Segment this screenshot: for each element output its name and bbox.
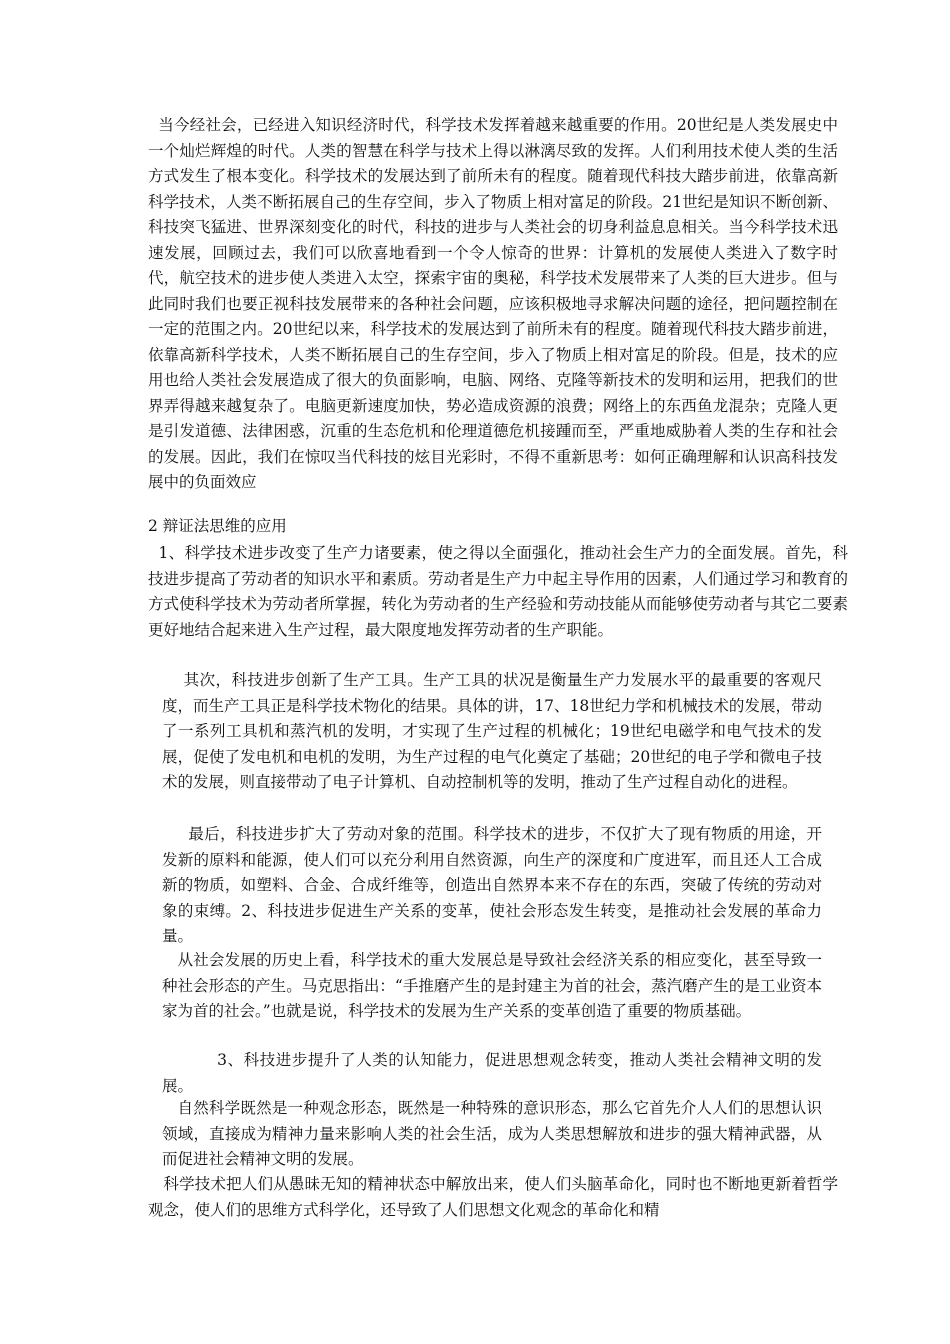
paragraph-natural-science: 自然科学既然是一种观念形态，既然是一种特殊的意识形态，那么它首先介人人们的思想认识领域，直接成为精神力量来影响人类的社会生活，成为人类思想解放和进步的强大精神武器，从而促进社会精神文明的发展。	[162, 1099, 822, 1168]
paragraph-productivity-elements: 1、科学技术进步改变了生产力诸要素，使之得以全面强化，推动社会生产力的全面发展。首先，科技进步提高了劳动者的知识水平和素质。劳动者是生产力中起主导作用的因素，人们通过学习和教育的方式使科学技术为劳动者所掌握，转化为劳动者的生产经验和劳动技能从而能够使劳动者与其它二要素更好地结合起来进入生产过程，最大限度地发挥劳动者的生产职能。	[148, 544, 848, 639]
intro-paragraph: 当今经社会，已经进入知识经济时代，科学技术发挥着越来越重要的作用。20世纪是人类发展史中一个灿烂辉煌的时代。人类的智慧在科学与技术上得以淋漓尽致的发挥。人们利用技术使人类的生活方式发生了根本变化。科学技术的发展达到了前所未有的程度。随着现代科技大踏步前进，依靠高新科学技术，人类不断拓展自己的生存空间，步入了物质上相对富足的阶段。21世纪是知识不断创新、科技突飞猛进、世界深刻变化的时代，科技的进步与人类社会的切身利益息息相关。当今科学技术迅速发展，回顾过去，我们可以欣喜地看到一个令人惊奇的世界：计算机的发展使人类进入了数字时代，航空技术的进步使人类进入太空，探索宇宙的奥秘，科学技术发展带来了人类的巨大进步。但与此同时我们也要正视科技发展带来的各种社会问题，应该积极地寻求解决问题的途径，把问题控制在一定的范围之内。20世纪以来，科学技术的发展达到了前所未有的程度。随着现代科技大踏步前进，依靠高新科学技术，人类不断拓展自己的生存空间，步入了物质上相对富足的阶段。但是，技术的应用也给人类社会发展造成了很大的负面影响，电脑、网络、克隆等新技术的发明和运用，把我们的世界弄得越来越复杂了。电脑更新速度加快，势必造成资源的浪费；网络上的东西鱼龙混杂；克隆人更是引发道德、法律困惑，沉重的生态危机和伦理道德危机接踵而至，严重地威胁着人类的生存和社会的发展。因此，我们在惊叹当代科技的炫目光彩时，不得不重新思考：如何正确理解和认识高科技发展中的负面效应	[148, 116, 839, 491]
paragraph-social-history: 从社会发展的历史上看，科学技术的重大发展总是导致社会经济关系的相应变化，甚至导致一种社会形态的产生。马克思指出：“手推磨产生的是封建主为首的社会，蒸汽磨产生的是工业资本家为首的社会。”也就是说，科学技术的发展为生产关系的变革创造了重要的物质基础。	[162, 951, 822, 1020]
paragraph-cognition: 3、科技进步提升了人类的认知能力，促进思想观念转变，推动人类社会精神文明的发展。	[162, 1051, 822, 1095]
paragraph-labor-objects: 最后，科技进步扩大了劳动对象的范围。科学技术的进步，不仅扩大了现有物质的用途，开发新的原料和能源，使人们可以充分利用自然资源，向生产的深度和广度进军，而且还人工合成新的物质，如塑料、合金、合成纤维等，创造出自然界本来不存在的东西，突破了传统的劳动对象的束缚。2、科技进步促进生产关系的变革，使社会形态发生转变，是推动社会发展的革命力量。	[162, 825, 822, 945]
paragraph-liberation: 科学技术把人们从愚昧无知的精神状态中解放出来，使人们头脑革命化，同时也不断地更新着哲学观念，使人们的思维方式科学化，还导致了人们思想文化观念的革命化和精	[148, 1175, 839, 1219]
paragraph-production-tools: 其次，科技进步创新了生产工具。生产工具的状况是衡量生产力发展水平的最重要的客观尺度，而生产工具正是科学技术物化的结果。具体的讲，17、18世纪力学和机械技术的发展，带动了一系列工具机和蒸汽机的发明，才实现了生产过程的机械化；19世纪电磁学和电气技术的发展，促使了发电机和电机的发明，为生产过程的电气化奠定了基础；20世纪的电子学和微电子技术的发展，则直接带动了电子计算机、自动控制机等的发明，推动了生产过程自动化的进程。	[162, 671, 822, 791]
section-heading: 2 辩证法思维的应用	[148, 517, 287, 535]
